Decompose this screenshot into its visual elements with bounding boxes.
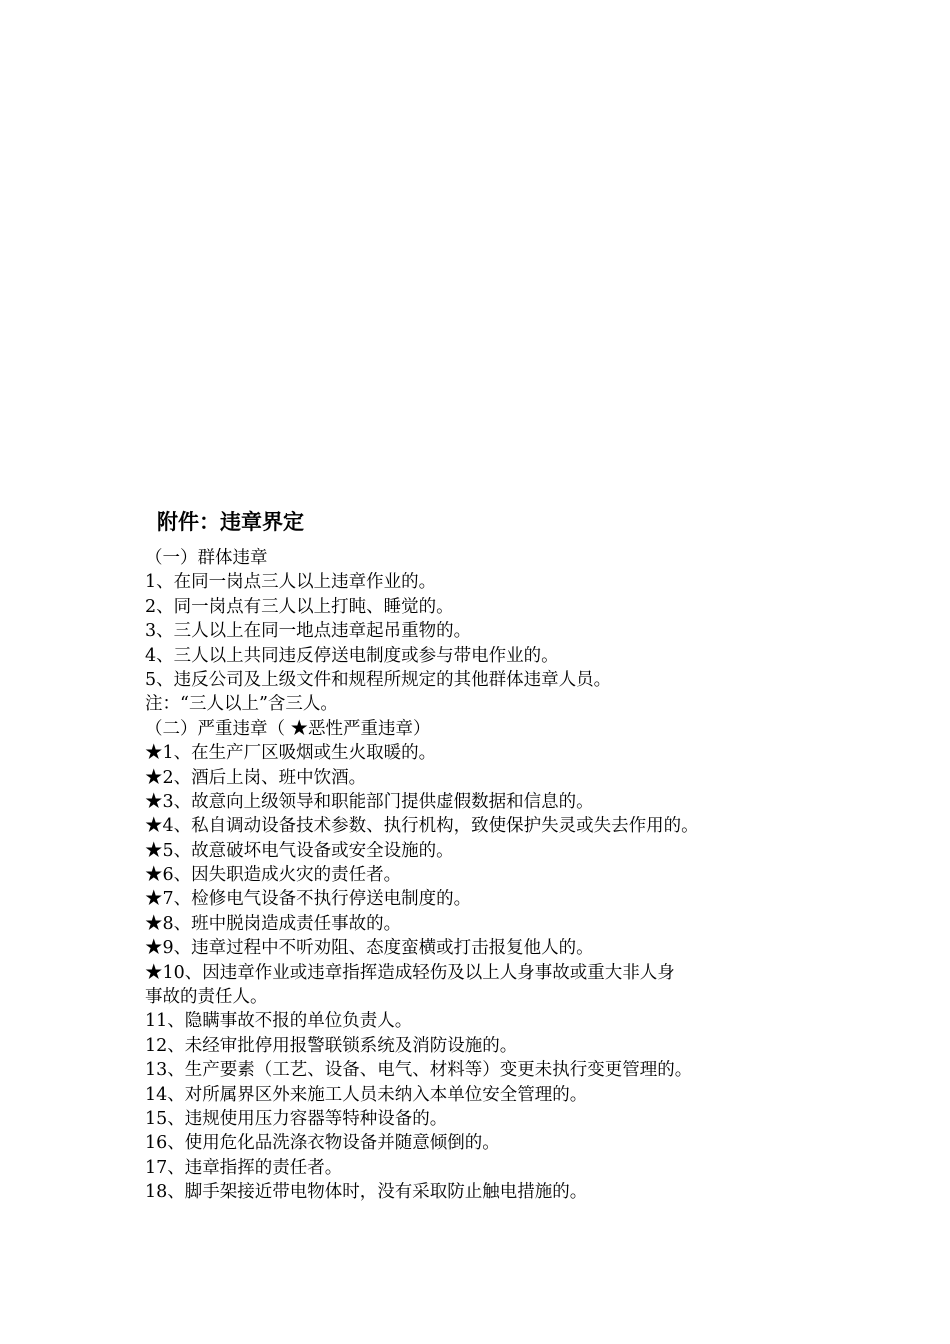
list-item: ★4、私自调动设备技术参数、执行机构，致使保护失灵或失去作用的。 (145, 816, 699, 837)
list-item: ★8、班中脱岗造成责任事故的。 (145, 913, 402, 934)
list-item: 4、三人以上共同违反停送电制度或参与带电作业的。 (145, 645, 559, 666)
section-heading-serious-violation: （二）严重违章（ ★恶性严重违章） (145, 718, 431, 739)
list-item: 17、违章指挥的责任者。 (145, 1157, 343, 1178)
list-item: 13、生产要素（工艺、设备、电气、材料等）变更未执行变更管理的。 (145, 1060, 693, 1081)
list-item: ★7、检修电气设备不执行停送电制度的。 (145, 889, 472, 910)
list-item: ★5、故意破坏电气设备或安全设施的。 (145, 840, 454, 861)
list-item-continuation: 事故的责任人。 (145, 987, 268, 1008)
list-item: 3、三人以上在同一地点违章起吊重物的。 (145, 621, 472, 642)
list-item: 18、脚手架接近带电物体时，没有采取防止触电措施的。 (145, 1182, 588, 1203)
list-item: 16、使用危化品洗涤衣物设备并随意倾倒的。 (145, 1133, 500, 1154)
list-item: ★9、违章过程中不听劝阻、态度蛮横或打击报复他人的。 (145, 938, 594, 959)
list-item: 11、隐瞒事故不报的单位负责人。 (145, 1011, 413, 1032)
list-item: 2、同一岗点有三人以上打盹、睡觉的。 (145, 596, 454, 617)
list-item: ★1、在生产厂区吸烟或生火取暖的。 (145, 743, 437, 764)
section-heading-group-violation: （一）群体违章 (145, 548, 268, 568)
list-item: ★6、因失职造成火灾的责任者。 (145, 865, 402, 886)
list-item: 14、对所属界区外来施工人员未纳入本单位安全管理的。 (145, 1084, 588, 1105)
list-item: 15、违规使用压力容器等特种设备的。 (145, 1108, 448, 1129)
list-item: ★10、因违章作业或违章指挥造成轻伤及以上人身事故或重大非人身 (145, 962, 675, 983)
list-item: 12、未经审批停用报警联锁系统及消防设施的。 (145, 1035, 518, 1056)
note: 注：“三人以上”含三人。 (145, 694, 338, 715)
list-item: ★3、故意向上级领导和职能部门提供虚假数据和信息的。 (145, 791, 594, 812)
list-item: 1、在同一岗点三人以上违章作业的。 (145, 572, 437, 593)
document-body (145, 546, 845, 1205)
list-item: ★2、酒后上岗、班中饮酒。 (145, 767, 367, 788)
document-title: 附件：违章界定 (157, 510, 304, 534)
list-item: 5、违反公司及上级文件和规程所规定的其他群体违章人员。 (145, 669, 612, 690)
